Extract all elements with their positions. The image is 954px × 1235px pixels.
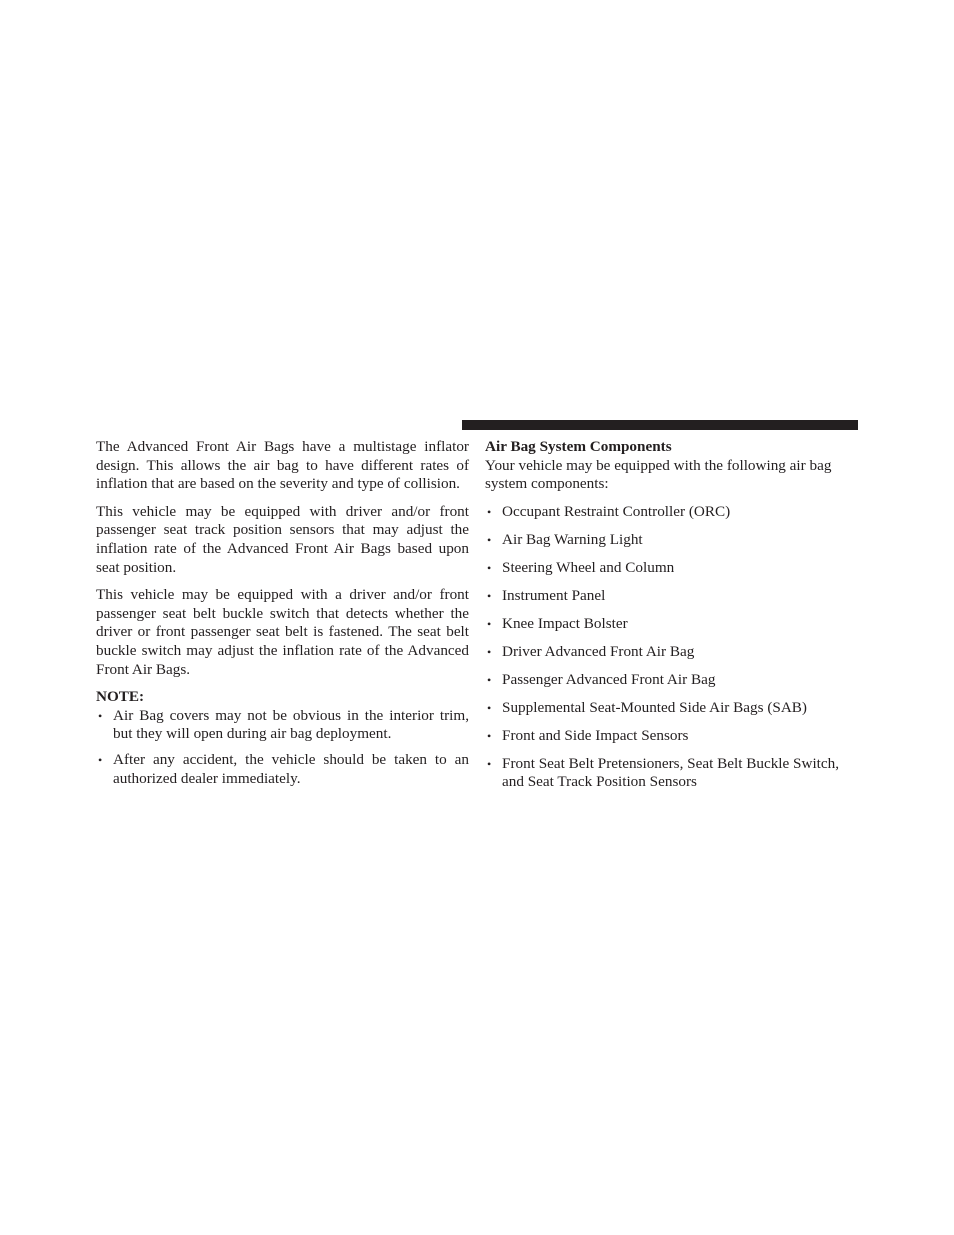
list-item-text: Occupant Restraint Controller (ORC) [502,502,731,520]
list-item [485,755,859,792]
list-item-text: Supplemental Seat-Mounted Side Air Bags (SAB) [502,698,807,716]
paragraph-seat-track-sensors: This vehicle may be equipped with driver and/or front passenger seat track position sensors that may adjust the inflation rate of the Advanced Front Air Bags based upon seat position. [96,502,469,576]
list-item [485,615,859,634]
bullet-icon: • [487,672,492,687]
bullet-icon: • [487,700,492,715]
components-list [485,503,859,792]
list-item [485,503,859,522]
list-item-text: Front Seat Belt Pretensioners, Seat Belt Buckle Switch, and Seat Track Position Sensors [502,754,840,791]
list-item [485,559,859,578]
bullet-icon: • [487,588,492,603]
note-item-text: After any accident, the vehicle should be taken to an authorized dealer immediately. [113,751,469,787]
note-item [96,707,469,744]
note-label: NOTE: [96,688,145,706]
list-item [485,643,859,662]
list-item [485,671,859,690]
list-item-text: Front and Side Impact Sensors [502,726,689,744]
bullet-icon: • [98,753,103,768]
bullet-icon: • [487,532,492,547]
list-item-text: Knee Impact Bolster [502,614,628,632]
bullet-icon: • [98,708,103,723]
bullet-icon: • [487,728,492,743]
bullet-icon: • [487,560,492,575]
paragraph-buckle-switch: This vehicle may be equipped with a driver and/or front passenger seat belt buckle switch that detects whether the driver or front passenger seat belt is fastened. The seat belt buckle switch may adjust the inflation rate of the Advanced Front Air Bags. [96,586,469,678]
bullet-icon: • [487,756,492,771]
list-item [485,727,859,746]
list-item [485,699,859,718]
note-list [96,707,469,789]
note-item-text: Air Bag covers may not be obvious in the interior trim, but they will open during air bag deployment. [113,706,469,743]
section-heading: Air Bag System Components [485,438,672,455]
section-header-rule [462,420,858,430]
list-item [485,587,859,606]
bullet-icon: • [487,616,492,631]
list-item-text: Instrument Panel [502,586,606,604]
list-item-text: Steering Wheel and Column [502,558,675,576]
bullet-icon: • [487,504,492,519]
paragraph-multistage-inflator: The Advanced Front Air Bags have a multistage inflator design. This allows the air bag to have different rates of inflation that are based on the severity and type of collision. [96,438,469,493]
left-column [96,438,469,796]
list-item-text: Air Bag Warning Light [502,530,643,548]
list-item-text: Passenger Advanced Front Air Bag [502,670,716,688]
note-item [96,751,469,788]
right-column [485,438,859,801]
list-item-text: Driver Advanced Front Air Bag [502,642,695,660]
bullet-icon: • [487,644,492,659]
components-intro: Your vehicle may be equipped with the following air bag system components: [485,456,832,493]
list-item [485,531,859,550]
